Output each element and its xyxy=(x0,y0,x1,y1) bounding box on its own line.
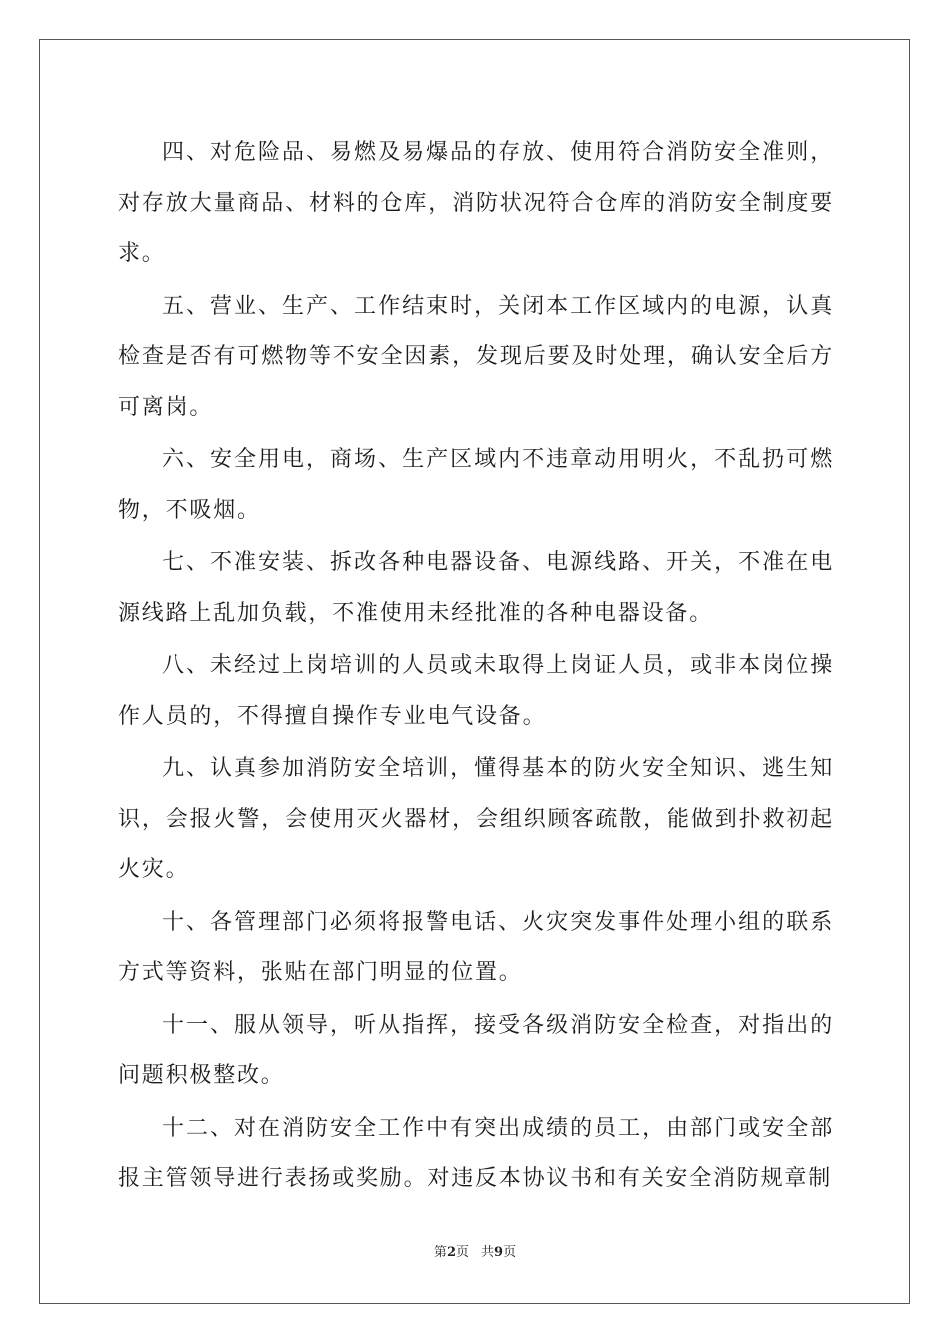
page-prefix: 第 xyxy=(433,1245,447,1260)
paragraph-7: 七、不准安装、拆改各种电器设备、电源线路、开关，不准在电源线路上乱加负载，不准使用未经批准的各种电器设备。 xyxy=(118,550,834,626)
current-page-number: 2 xyxy=(446,1245,456,1260)
paragraph-8: 八、未经过上岗培训的人员或未取得上岗证人员，或非本岗位操作人员的，不得擅自操作专业电气设备。 xyxy=(118,653,834,729)
total-suffix: 页 xyxy=(503,1245,517,1260)
paragraph-4: 四、对危险品、易燃及易爆品的存放、使用符合消防安全准则，对存放大量商品、材料的仓库，消防状况符合仓库的消防安全制度要求。 xyxy=(118,140,834,266)
paragraph-11: 十一、服从领导，听从指挥，接受各级消防安全检查，对指出的问题积极整改。 xyxy=(118,1012,834,1088)
page-suffix: 页 xyxy=(455,1245,469,1260)
page-footer xyxy=(0,1244,950,1262)
paragraph-10: 十、各管理部门必须将报警电话、火灾突发事件处理小组的联系方式等资料，张贴在部门明显的位置。 xyxy=(118,909,834,985)
paragraph-12: 十二、对在消防安全工作中有突出成绩的员工，由部门或安全部报主管领导进行表扬或奖励。对违反本协议书和有关安全消防规章制 xyxy=(118,1115,834,1191)
total-prefix: 共 xyxy=(481,1245,495,1260)
paragraph-6: 六、安全用电，商场、生产区域内不违章动用明火，不乱扔可燃物，不吸烟。 xyxy=(118,447,834,523)
paragraph-9: 九、认真参加消防安全培训，懂得基本的防火安全知识、逃生知识，会报火警，会使用灭火器材，会组织顾客疏散，能做到扑救初起火灾。 xyxy=(118,756,834,882)
total-page-count: 9 xyxy=(494,1245,504,1260)
paragraph-5: 五、营业、生产、工作结束时，关闭本工作区域内的电源，认真检查是否有可燃物等不安全因素，发现后要及时处理，确认安全后方可离岗。 xyxy=(118,293,834,420)
document-body xyxy=(118,128,834,1207)
